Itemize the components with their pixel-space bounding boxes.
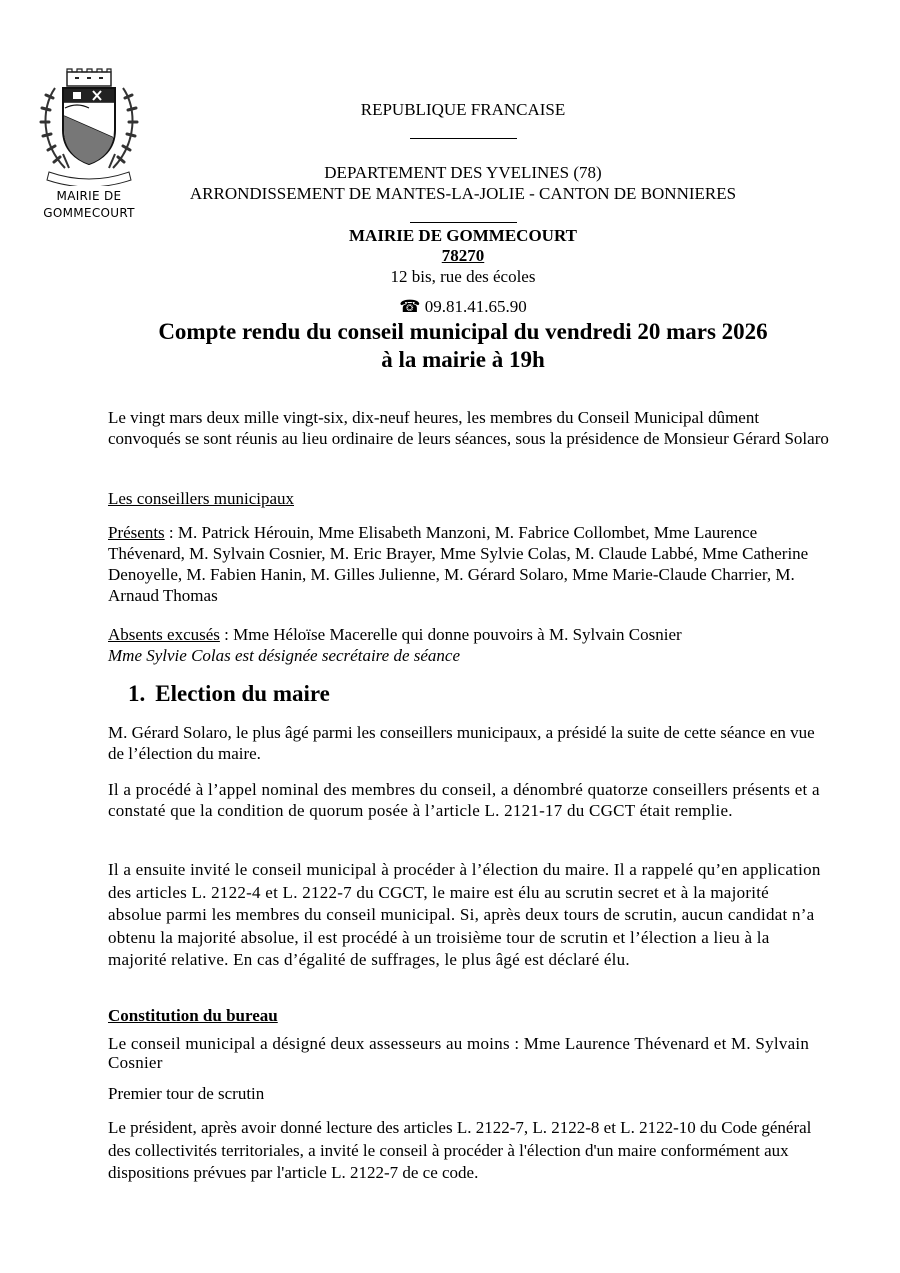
section1-paragraph-3: Il a ensuite invité le conseil municipal à procéder à l’élection du maire. Il a rappelé qu’en application des articles L. 2122-4 et L. 2122-7 du CGCT, le maire est élu au scrutin secret et à la majorité absolue parmi les membres du conseil municipal. Si, après deux tours de scrutin, aucun candidat n’a obtenu la majorité absolue, il est procédé à un troisième tour de scrutin et l’élection a lieu à la majorité relative. En cas d’égalité de suffrages, le plus âgé est déclaré élu.	[108, 860, 821, 969]
header-mairie: MAIRIE DE GOMMECOURT	[349, 226, 577, 245]
header-address: 12 bis, rue des écoles	[390, 267, 536, 286]
premier-tour-label: Premier tour de scrutin	[108, 1084, 265, 1103]
header-rule-1	[410, 138, 517, 139]
absents-label: Absents excusés	[108, 625, 220, 644]
header-phone	[150, 297, 776, 317]
section-heading-election	[128, 680, 330, 708]
header-arrondissement: ARRONDISSEMENT DE MANTES-LA-JOLIE - CANTON DE BONNIERES	[189, 184, 737, 203]
intro-paragraph: Le vingt mars deux mille vingt-six, dix-neuf heures, les membres du Conseil Municipal dûment convoqués se sont réunis au lieu ordinaire de leurs séances, sous la présidence de Monsieur Gérard Solaro	[108, 408, 829, 448]
section1-paragraph-1: M. Gérard Solaro, le plus âgé parmi les conseillers municipaux, a présidé la suite de cette séance en vue de l’élection du maire.	[108, 723, 815, 763]
phone-number: 09.81.41.65.90	[424, 297, 527, 316]
header-republique: REPUBLIQUE FRANCAISE	[360, 100, 566, 119]
header-departement: DEPARTEMENT DES YVELINES (78)	[324, 163, 602, 182]
document-title-line2: à la mairie à 19h	[381, 347, 545, 372]
section-title: Election du maire	[155, 681, 330, 706]
section-number: 1.	[128, 681, 146, 706]
phone-icon: ☎	[399, 297, 421, 316]
document-title-line1: Compte rendu du conseil municipal du vendredi 20 mars 2026	[158, 319, 768, 344]
coat-of-arms-icon	[35, 68, 143, 186]
bureau-paragraph: Le conseil municipal a désigné deux assesseurs au moins : Mme Laurence Thévenard et M. Sylvain Cosnier	[108, 1034, 810, 1072]
section1-paragraph-4: Le président, après avoir donné lecture des articles L. 2122-7, L. 2122-8 et L. 2122-10 du Code général des collectivités territoriales, a invité le conseil à procéder à l'élection d'un maire conformément aux dispositions prévues par l'article L. 2122-7 de ce code.	[108, 1118, 812, 1182]
postal-code-value: 78270	[441, 246, 485, 265]
header-postal-code	[150, 246, 776, 266]
conseillers-heading-text: Les conseillers municipaux	[108, 489, 295, 508]
section1-paragraph-2: Il a procédé à l’appel nominal des membres du conseil, a dénombré quatorze conseillers présents et a constaté que la condition de quorum posée à l’article L. 2121-17 du CGCT était remplie.	[108, 780, 820, 820]
bureau-heading	[108, 1005, 828, 1026]
presents-list: : M. Patrick Hérouin, Mme Elisabeth Manzoni, M. Fabrice Collombet, Mme Laurence Thévenard, M. Sylvain Cosnier, M. Eric Brayer, Mme Sylvie Colas, M. Claude Labbé, Mme Catherine Denoyelle, M. Fabien Hanin, M. Gilles Julienne, M. Gérard Solaro, Mme Marie-Claude Charrier, M. Arnaud Thomas	[108, 523, 809, 605]
presents-label: Présents	[108, 523, 165, 542]
mairie-logo	[30, 68, 148, 222]
logo-caption-line2: GOMMECOURT	[43, 206, 135, 220]
absents-text: : Mme Héloïse Macerelle qui donne pouvoirs à M. Sylvain Cosnier	[219, 625, 682, 644]
conseillers-heading	[108, 488, 828, 509]
logo-caption-line1: MAIRIE DE	[56, 189, 122, 203]
header-rule-2	[410, 222, 517, 223]
presents-paragraph	[108, 522, 834, 606]
secretaire-line: Mme Sylvie Colas est désignée secrétaire de séance	[108, 646, 460, 665]
absents-paragraph	[108, 624, 828, 645]
bureau-heading-text: Constitution du bureau	[108, 1006, 278, 1025]
